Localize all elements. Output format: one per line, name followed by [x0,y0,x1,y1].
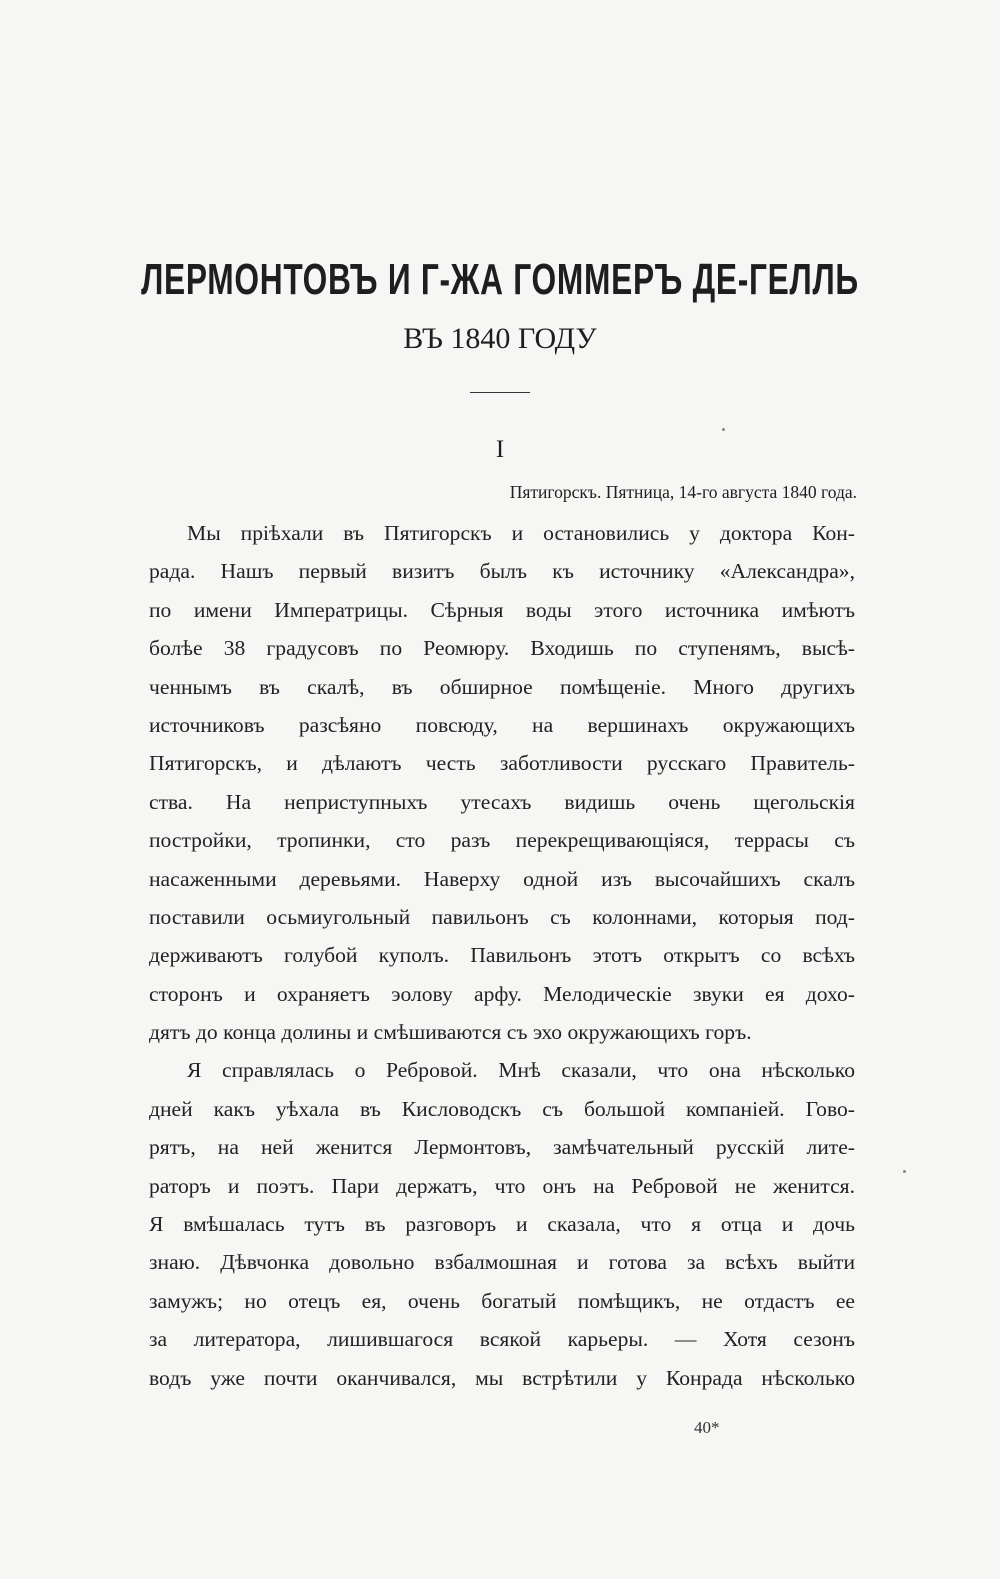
text-line: за литератора, лишившагося всякой карьеры. — Хотя сезонъ [149,1327,855,1352]
text-line: болѣе 38 градусовъ по Реомюру. Входишь по ступенямъ, высѣ- [149,636,855,661]
text-line: ченнымъ въ скалѣ, въ обширное помѣщеніе. Много другихъ [149,674,855,699]
body-text [149,514,855,1397]
text-line: насаженными деревьями. Наверху одной изъ высочайшихъ скалъ [149,866,855,891]
signature-mark: 40* [694,1418,720,1437]
text-line: Пятигорскъ, и дѣлаютъ честь заботливости русскаго Правитель- [149,751,855,776]
text-line: раторъ и поэтъ. Пари держатъ, что онъ на Ребровой не женится. [149,1173,855,1198]
text-line: поставили осьмиугольный павильонъ съ колоннами, которыя под- [149,904,855,929]
scan-speck [903,1170,906,1173]
article-subtitle: ВЪ 1840 ГОДУ [403,322,597,355]
text-line: источниковъ разсѣяно повсюду, на вершинахъ окружающихъ [149,712,855,737]
text-line: по имени Императрицы. Сѣрныя воды этого источника имѣютъ [149,597,855,622]
text-line: Я справлялась о Ребровой. Мнѣ сказали, что она нѣсколько [187,1058,855,1083]
text-line: замужъ; но отецъ ея, очень богатый помѣщикъ, не отдастъ ее [149,1288,855,1313]
title-divider [470,392,530,393]
text-line: держиваютъ голубой куполъ. Павильонъ этотъ открытъ со всѣхъ [149,943,855,968]
text-line: водъ уже почти оканчивался, мы встрѣтили у Конрада нѣсколько [149,1365,855,1390]
text-line: ства. На неприступныхъ утесахъ видишь очень щегольскія [149,789,855,814]
dateline: Пятигорскъ. Пятница, 14-го августа 1840 года. [509,482,857,502]
text-line: знаю. Дѣвчонка довольно взбалмошная и готова за всѣхъ выйти [149,1250,855,1275]
text-line: дней какъ уѣхала въ Кисловодскъ съ большой компаніей. Гово- [149,1096,855,1121]
text-line: постройки, тропинки, сто разъ перекрещивающіяся, террасы съ [149,828,855,853]
scan-speck [722,428,725,431]
text-line: Я вмѣшалась тутъ въ разговоръ и сказала, что я отца и дочь [149,1212,855,1237]
text-line: рада. Нашъ первый визитъ былъ къ источнику «Александра», [149,559,855,584]
text-line: рятъ, на ней женится Лермонтовъ, замѣчательный русскій лите- [149,1135,855,1160]
text-line: сторонъ и охраняетъ эолову арфу. Мелодическіе звуки ея дохо- [149,981,855,1006]
article-title: ЛЕРМОНТОВЪ И Г-ЖА ГОММЕРЪ ДЕ-ГЕЛЛЬ [141,255,859,304]
text-line: дятъ до конца долины и смѣшиваются съ эхо окружающихъ горъ. [149,1020,752,1045]
text-line: Мы пріѣхали въ Пятигорскъ и остановились у доктора Кон- [187,521,855,545]
chapter-number: I [495,436,505,463]
